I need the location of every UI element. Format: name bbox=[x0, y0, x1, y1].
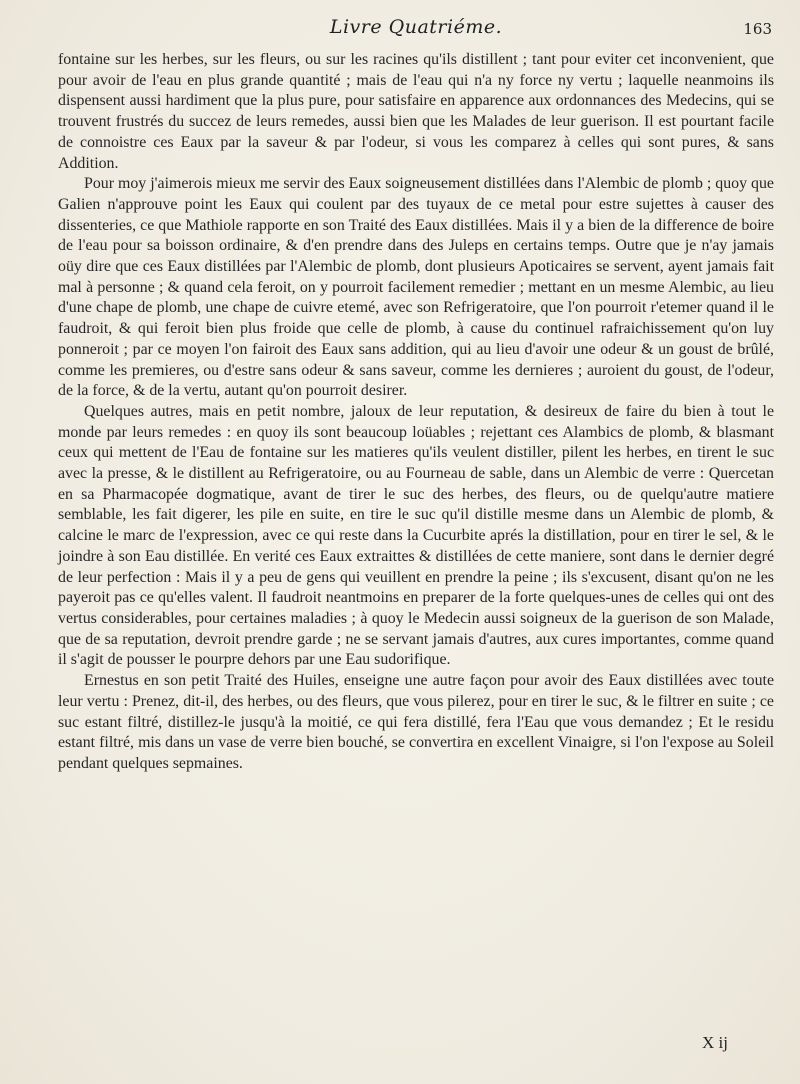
body-text bbox=[58, 50, 774, 775]
paragraph-continuation: fontaine sur les herbes, sur les fleurs, ou sur les racines qu'ils distillent ; tant pour eviter cet inconvenient, que pour avoir de l'eau en plus grande quantité ; mais de l'eau qui n'a ny force ny vertu ; laquelle neanmoins ils dispensent aussi hardiment que la plus pure, pour satisfaire en apparence aux ordonnances des Medecins, qui se trouvent frustrés du succez de leurs remedes, aussi bien que les Malades de leur guerison. Il est pourtant facile de connoistre ces Eaux par la saveur & par l'odeur, si vous les comparez à celles qui sont pures, & sans Addition. bbox=[58, 51, 774, 172]
page-number: 163 bbox=[743, 20, 772, 38]
paragraph-ernestus: Ernestus en son petit Traité des Huiles, enseigne une autre façon pour avoir des Eaux distillées avec toute leur vertu : Prenez, dit-il, des herbes, ou des fleurs, que vous pilerez, pour en tirer le suc, & le filtrer en suite ; ce suc estant filtré, distillez-le jusqu'à la moitié, ce qui fera distillé, fera l'Eau que vous demandez ; Et le residu estant filtré, mis dans un vase de verre bien bouché, se convertira en excellent Vinaigre, si l'on l'expose au Soleil pendant quelques sepmaines. bbox=[58, 672, 774, 772]
page-header bbox=[58, 16, 774, 46]
signature-mark: X ij bbox=[702, 1033, 728, 1052]
paragraph-alembic-plomb: Pour moy j'aimerois mieux me servir des Eaux soigneusement distillées dans l'Alembic de plomb ; quoy que Galien n'approuve point les Eaux qui coulent par des tuyaux de ce metal pour estre sujettes à causer des dissenteries, ce que Mathiole rapporte en son Traité des Eaux distillées. Mais il y a bien de la difference de boire de l'eau pour sa boisson ordinaire, & d'en prendre dans des Juleps en certains temps. Outre que je n'ay jamais oüy dire que ces Eaux distillées par l'Alembic de plomb, dont plusieurs Apoticaires se servent, ayent jamais fait mal à personne ; & quand cela feroit, on y pourroit facilement remedier ; mettant en un mesme Alembic, au lieu d'une chape de plomb, une chape de cuivre etemé, avec son Refrigeratoire, que l'on pourroit r'etemer quand il le faudroit, & qui feroit bien plus froide que celle de plomb, à cause du continuel rafraichissement qu'on luy ponneroit ; par ce moyen l'on fairoit des Eaux sans addition, qui au lieu d'avoir une odeur & un goust de brûlé, comme les premieres, ou d'estre sans odeur & sans saveur, comme les dernieres ; auroient du goust, de l'odeur, de la force, & de la vertu, autant qu'on pourroit desirer. bbox=[58, 175, 774, 400]
running-head: Livre Quatriéme. bbox=[329, 16, 503, 38]
paragraph-quercetan: Quelques autres, mais en petit nombre, jaloux de leur reputation, & desireux de faire du bien à tout le monde par leurs remedes : en quoy ils sont beaucoup loüables ; rejettant ces Alambics de plomb, & blasmant ceux qui mettent de l'Eau de fontaine sur les matieres qu'ils veulent distiller, pilent les herbes, en tirent le suc avec la presse, & le distillent au Refrigeratoire, ou au Fourneau de sable, dans un Alembic de verre : Quercetan en sa Pharmacopée dogmatique, avant de tirer le suc des herbes, des fleurs, ou de quelqu'autre matiere semblable, les fait digerer, les pile en suite, en tire le suc qu'il distille mesme dans un Alembic de plomb, & calcine le marc de l'expression, avec ce qui reste dans la Cucurbite aprés la distillation, pour en tirer le sel, & le joindre à son Eau distillée. En verité ces Eaux extraittes & distillées de cette maniere, sont dans le dernier degré de leur perfection : Mais il y a peu de gens qui veuillent en prendre la peine ; ils s'excusent, disant qu'on ne les payeroit pas ce qu'elles valent. Il faudroit neantmoins en preparer de la forte quelques-unes de celles qui ont des vertus considerables, pour certaines maladies ; à quoy le Medecin aussi soigneux de la guerison de son Malade, que de sa reputation, devroit prendre garde ; ne se servant jamais d'autres, aux cures importantes, comme quand il s'agit de pousser le pourpre dehors par une Eau sudorifique. bbox=[58, 402, 774, 669]
